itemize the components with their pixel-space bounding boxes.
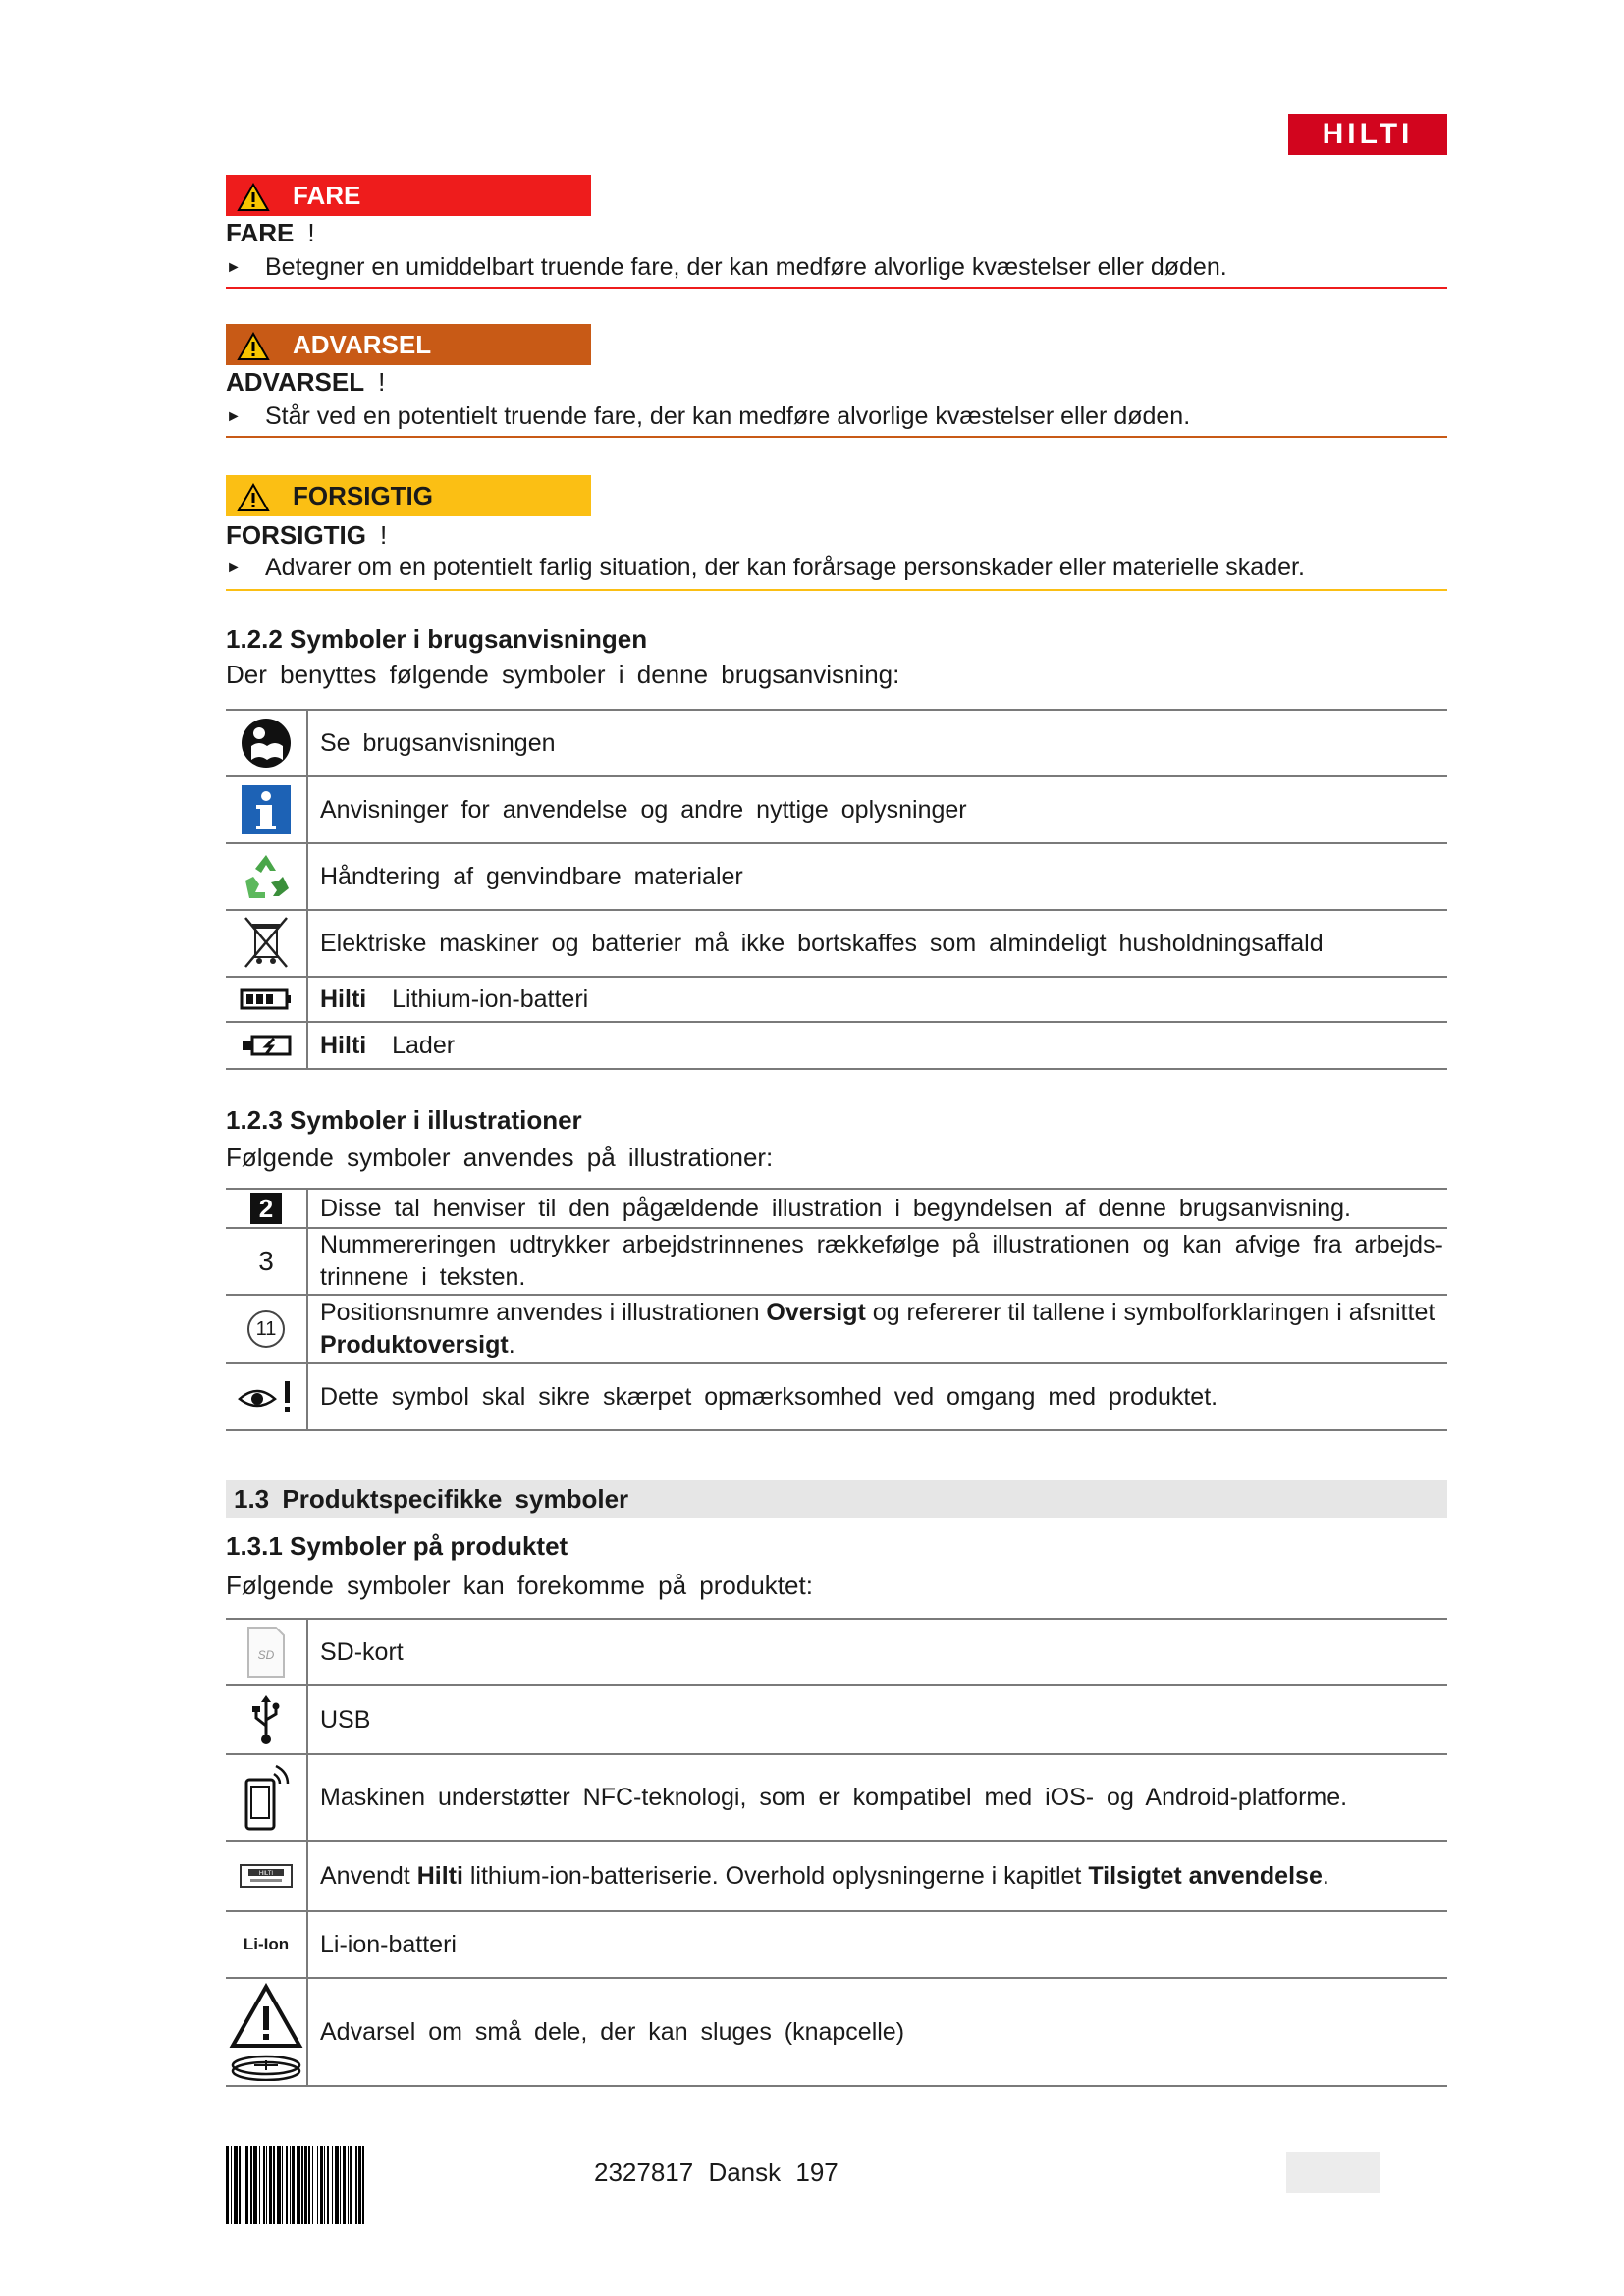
list-item: Disse tal henviser til den pågældende illustration i begyndelsen af denne brugsanvisning. <box>307 1189 1447 1228</box>
danger-rule <box>226 287 1447 289</box>
usb-icon <box>251 1694 281 1745</box>
step-number-icon: 3 <box>258 1246 274 1276</box>
warning-rule <box>226 436 1447 438</box>
list-item: Dette symbol skal sikre skærpet opmærksomhed ved omgang med produktet. <box>307 1363 1447 1430</box>
caution-rule <box>226 589 1447 591</box>
list-item: Nummereringen udtrykker arbejdstrinnenes rækkefølge på illustrationen og kan afvige fra arbejds-trinnene i teksten. <box>307 1228 1447 1295</box>
section-1-3-1-heading: 1.3.1 Symboler på produktet <box>226 1531 568 1561</box>
read-manual-icon <box>240 717 293 770</box>
list-item: Se brugsanvisningen <box>307 710 1447 776</box>
illustration-symbols-table <box>226 1188 1447 1431</box>
product-symbols-table <box>226 1618 1447 2087</box>
danger-banner: FARE <box>226 175 591 216</box>
section-1-3-heading: 1.3 Produktspecifikke symboler <box>226 1480 1447 1518</box>
section-1-3-1-lead: Følgende symboler kan forekomme på produktet: <box>226 1571 813 1600</box>
table-row <box>226 1228 1447 1295</box>
recycle-icon <box>240 851 293 902</box>
table-row <box>226 1295 1447 1363</box>
table-row <box>226 1754 1447 1841</box>
list-item: Li-ion-batteri <box>307 1911 1447 1978</box>
section-1-2-2-lead: Der benyttes følgende symboler i denne brugsanvisning: <box>226 660 900 689</box>
nfc-phone-icon <box>241 1762 292 1833</box>
list-item: Advarsel om små dele, der kan sluges (knapcelle) <box>307 1978 1447 2086</box>
figure-number-icon: 2 <box>250 1193 282 1224</box>
warning-triangle-icon <box>232 175 275 216</box>
table-row <box>226 1911 1447 1978</box>
manual-symbols-table <box>226 709 1447 1070</box>
battery-icon <box>240 988 293 1011</box>
footer-box <box>1286 2152 1380 2193</box>
warning-text: ► Står ved en potentielt truende fare, der kan medføre alvorlige kvæstelser eller døden. <box>226 402 1191 430</box>
charger-icon <box>239 1031 294 1060</box>
table-row <box>226 1189 1447 1228</box>
warning-triangle-icon <box>232 475 275 516</box>
table-row <box>226 843 1447 910</box>
swallow-warning-icon <box>229 1983 303 2081</box>
crossed-bin-icon <box>242 916 291 971</box>
table-row <box>226 910 1447 977</box>
table-row <box>226 1841 1447 1911</box>
list-item: Anvisninger for anvendelse og andre nyttige oplysninger <box>307 776 1447 843</box>
svg-text:HILTI: HILTI <box>258 1871 274 1877</box>
danger-word: FARE ! <box>226 218 315 247</box>
position-number-icon: 11 <box>247 1310 285 1348</box>
eye-attention-icon <box>238 1379 295 1415</box>
list-item: USB <box>307 1685 1447 1754</box>
warning-banner: ADVARSEL <box>226 324 591 365</box>
list-item: Hilti Lader <box>307 1022 1447 1069</box>
table-row <box>226 1685 1447 1754</box>
sd-card-icon <box>244 1626 288 1679</box>
list-item: SD-kort <box>307 1619 1447 1685</box>
hilti-battery-series-icon <box>239 1863 294 1889</box>
table-row <box>226 1978 1447 2086</box>
list-item: Elektriske maskiner og batterier må ikke bortskaffes som almindeligt husholdningsaffald <box>307 910 1447 977</box>
footer-text: 2327817 Dansk 197 <box>594 2158 839 2187</box>
section-1-2-3-lead: Følgende symboler anvendes på illustrationer: <box>226 1143 774 1172</box>
caution-word: FORSIGTIG ! <box>226 520 388 550</box>
list-item: Positionsnumre anvendes i illustrationen Oversigt og refererer til tallene i symbolforklaringen i afsnittet Produktoversigt. <box>307 1295 1447 1363</box>
hilti-logo: HILTI <box>1288 114 1447 155</box>
barcode-bar <box>364 2146 366 2224</box>
danger-text: ► Betegner en umiddelbart truende fare, der kan medføre alvorlige kvæstelser eller døden. <box>226 253 1227 281</box>
table-row <box>226 977 1447 1022</box>
caution-banner: FORSIGTIG <box>226 475 591 516</box>
table-row <box>226 1022 1447 1069</box>
table-row <box>226 710 1447 776</box>
list-item: Anvendt Hilti lithium-ion-batteriserie. Overhold oplysningerne i kapitlet Tilsigtet anvendelse. <box>307 1841 1447 1911</box>
table-row <box>226 1363 1447 1430</box>
info-icon <box>241 784 292 835</box>
svg-text:SD: SD <box>257 1648 275 1662</box>
list-item: Håndtering af genvindbare materialer <box>307 843 1447 910</box>
li-ion-icon: Li-Ion <box>243 1935 290 1953</box>
section-1-2-2-heading: 1.2.2 Symboler i brugsanvisningen <box>226 624 648 654</box>
list-item: Hilti Lithium-ion-batteri <box>307 977 1447 1022</box>
warning-word: ADVARSEL ! <box>226 367 386 397</box>
list-item: Maskinen understøtter NFC-teknologi, som er kompatibel med iOS- og Android-platforme. <box>307 1754 1447 1841</box>
table-row <box>226 1619 1447 1685</box>
caution-text: ► Advarer om en potentielt farlig situation, der kan forårsage personskader eller materielle skader. <box>226 554 1305 581</box>
table-row <box>226 776 1447 843</box>
barcode <box>226 2146 564 2224</box>
section-1-2-3-heading: 1.2.3 Symboler i illustrationer <box>226 1105 582 1135</box>
warning-triangle-icon <box>232 324 275 365</box>
